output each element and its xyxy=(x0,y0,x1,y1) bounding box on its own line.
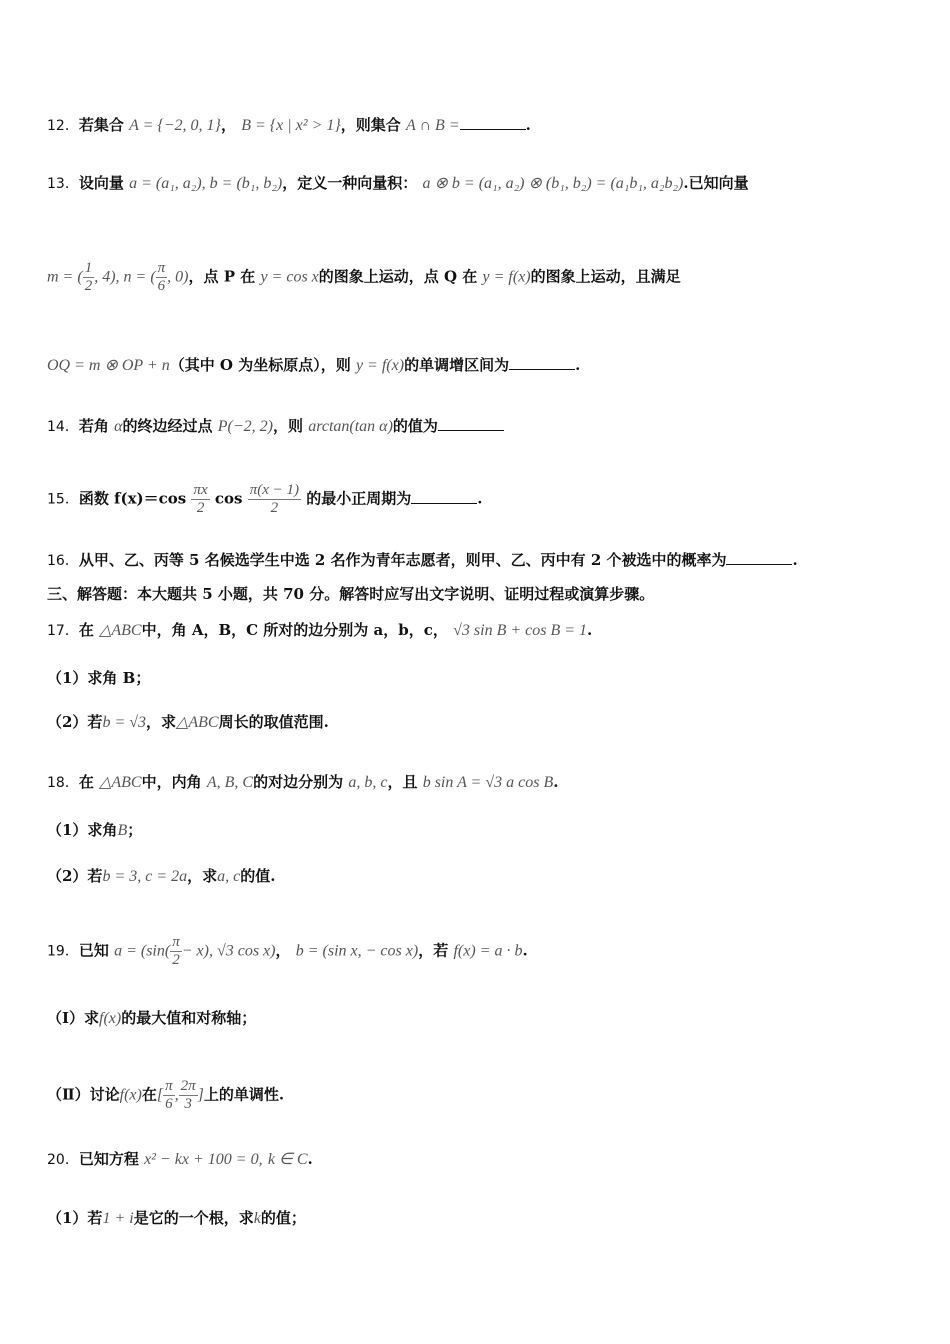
question-18 xyxy=(47,772,558,793)
question-18-part-2 xyxy=(47,866,276,887)
fraction-numerator: 1 xyxy=(84,260,93,276)
question-text: 的图象上运动，且满足 xyxy=(530,267,681,286)
question-text: （2）若 xyxy=(47,713,103,731)
question-number: 17． xyxy=(47,623,79,639)
math-expression: α xyxy=(114,418,123,435)
question-text: ，定义一种向量积： xyxy=(282,174,418,192)
math-expression: k xyxy=(253,1210,261,1227)
question-text: 是它的一个根，求 xyxy=(133,1209,254,1227)
interval-bracket-left: [ xyxy=(156,1086,164,1104)
question-text: ， xyxy=(275,941,291,960)
question-text: 在 xyxy=(141,1085,157,1104)
question-text: 在 xyxy=(78,621,94,639)
math-expression: A ∩ B = xyxy=(406,117,460,134)
question-text: （1）求角 xyxy=(47,821,118,839)
answer-blank[interactable] xyxy=(438,416,504,431)
section-heading xyxy=(47,584,654,604)
question-text: 已知方程 xyxy=(78,1150,139,1168)
question-text: （其中 O 为坐标原点），则 xyxy=(169,356,351,374)
math-expression: m = ( xyxy=(47,268,83,286)
question-text: （2）若 xyxy=(47,867,103,885)
math-expression: △ABC xyxy=(176,714,219,731)
fraction-numerator: πx xyxy=(193,482,208,498)
question-15 xyxy=(47,482,483,517)
question-text: ，点 P 在 xyxy=(188,267,256,286)
math-expression: f(x) xyxy=(119,1086,142,1104)
question-text: cos xyxy=(214,489,243,508)
question-17-part-1 xyxy=(47,668,150,688)
fraction xyxy=(179,1078,198,1113)
question-text: 的值为 xyxy=(392,417,438,435)
question-text: （Ⅰ）求 xyxy=(47,1009,100,1027)
fraction-denominator: 6 xyxy=(165,1096,173,1112)
math-expression: a, c xyxy=(217,868,241,885)
fraction-denominator: 2 xyxy=(196,500,205,516)
question-13-vectors xyxy=(47,260,681,295)
question-text: 的值； xyxy=(260,1209,306,1227)
math-expression: x² − kx + 100 = 0, xyxy=(144,1151,263,1168)
fraction-numerator: π xyxy=(157,260,166,276)
fraction-denominator: 2 xyxy=(172,952,180,968)
fraction xyxy=(163,1078,175,1113)
question-text: . xyxy=(525,116,531,134)
question-text: 的最小正周期为 xyxy=(306,489,412,508)
question-number: 20． xyxy=(47,1152,79,1168)
question-text: 已知 xyxy=(78,941,109,960)
math-expression: y = f(x) xyxy=(355,357,405,374)
question-text: 的值. xyxy=(240,867,276,885)
question-text: 中，角 A，B，C 所对的边分别为 a，b，c， xyxy=(141,621,448,639)
question-text: 若角 xyxy=(78,417,109,435)
question-text: 的单调增区间为 xyxy=(404,356,510,374)
fraction-numerator: 2π xyxy=(180,1078,196,1094)
question-19 xyxy=(47,934,528,969)
math-expression: , 0) xyxy=(167,268,189,286)
interval-bracket-right: ] xyxy=(197,1086,204,1104)
question-20-part-1 xyxy=(47,1208,306,1229)
math-expression: b = (sin x, − cos x) xyxy=(295,942,419,960)
math-expression: a = (sin( xyxy=(114,942,171,960)
question-19-part-2 xyxy=(47,1078,284,1113)
question-18-part-1 xyxy=(47,820,142,841)
fraction xyxy=(83,260,95,295)
question-20 xyxy=(47,1149,313,1170)
question-text: . xyxy=(307,1150,313,1168)
question-number: 18． xyxy=(47,775,79,791)
question-13-condition xyxy=(47,355,580,376)
math-expression: P(−2, 2) xyxy=(217,418,273,435)
math-expression: B = {x | x² > 1} xyxy=(241,117,341,134)
question-number: 14． xyxy=(47,419,79,435)
question-number: 16． xyxy=(47,553,79,569)
question-text: 函数 f(x)＝cos xyxy=(78,489,187,508)
question-number: 19． xyxy=(47,943,79,960)
question-number: 12． xyxy=(47,118,79,134)
math-expression: A, B, C xyxy=(206,774,254,791)
question-text: . xyxy=(477,489,483,508)
question-16 xyxy=(47,550,798,571)
question-number: 13． xyxy=(47,176,79,192)
fraction xyxy=(248,482,301,517)
question-text: 上的单调性. xyxy=(203,1085,285,1104)
math-expression: a ⊗ b = (a₁, a₂) ⊗ (b₁, b₂) = (a₁b₁, a₂b₂) xyxy=(422,175,684,192)
math-expression: arctan(tan α) xyxy=(308,418,393,435)
math-expression: 1 + i xyxy=(102,1210,134,1227)
answer-blank[interactable] xyxy=(460,115,526,130)
fraction-numerator: π xyxy=(165,1078,173,1094)
math-expression: , 4), n = ( xyxy=(94,268,156,286)
fraction xyxy=(156,260,168,295)
question-text: 设向量 xyxy=(78,174,124,192)
question-text: . xyxy=(575,356,581,374)
question-text: 的终边经过点 xyxy=(122,417,213,435)
math-expression: △ABC xyxy=(99,622,142,639)
question-text: 从甲、乙、丙等 5 名候选学生中选 2 名作为青年志愿者，则甲、乙、丙中有 2 个被选中的概率为 xyxy=(78,551,727,569)
math-expression: a = (a₁, a₂), b = (b₁, b₂) xyxy=(129,175,283,192)
question-19-part-1 xyxy=(47,1008,256,1029)
fraction-numerator: π xyxy=(172,934,180,950)
fraction xyxy=(170,934,182,969)
question-text: 的图象上运动，点 Q 在 xyxy=(318,267,478,286)
answer-blank[interactable] xyxy=(726,550,792,565)
math-expression: b = 3, c = 2a xyxy=(102,868,188,885)
fraction-numerator: π(x − 1) xyxy=(249,482,300,498)
question-12 xyxy=(47,115,531,136)
question-text: ； xyxy=(127,821,143,839)
question-text: （1）求角 B； xyxy=(47,669,151,687)
fraction-denominator: 3 xyxy=(184,1096,192,1112)
math-expression: f(x) xyxy=(99,1010,122,1027)
question-text: ，若 xyxy=(418,941,449,960)
question-14 xyxy=(47,416,504,437)
question-text: ，且 xyxy=(387,773,418,791)
question-text: . xyxy=(553,773,559,791)
question-text: ，求 xyxy=(187,867,218,885)
math-expression: y = cos x xyxy=(260,268,319,286)
question-text: （Ⅱ）讨论 xyxy=(47,1085,120,1104)
math-expression: B xyxy=(117,822,128,839)
question-13 xyxy=(47,173,749,194)
question-text: ，求 xyxy=(146,713,177,731)
question-17-part-2 xyxy=(47,712,329,733)
math-expression: OQ = m ⊗ OP + n xyxy=(47,357,170,374)
question-text: . xyxy=(522,941,528,960)
fraction-denominator: 6 xyxy=(157,278,166,294)
question-text: .已知向量 xyxy=(683,174,749,192)
math-expression: f(x) = a · b xyxy=(453,942,523,960)
math-expression: k ∈ C xyxy=(267,1151,308,1168)
answer-blank[interactable] xyxy=(411,489,477,504)
fraction-denominator: 2 xyxy=(84,278,93,294)
question-text: ，则 xyxy=(272,417,303,435)
math-expression: a, b, c xyxy=(348,774,388,791)
question-text: 若集合 xyxy=(78,116,124,134)
question-text: . xyxy=(792,551,798,569)
question-17 xyxy=(47,620,592,641)
question-text: ，则集合 xyxy=(340,116,401,134)
section-title: 三、解答题：本大题共 5 小题，共 70 分。解答时应写出文字说明、证明过程或演算步骤。 xyxy=(47,585,655,603)
fraction xyxy=(191,482,209,517)
math-expression: A = {−2, 0, 1} xyxy=(129,117,221,134)
answer-blank[interactable] xyxy=(509,355,575,370)
question-text: . xyxy=(587,621,593,639)
question-text: ， xyxy=(220,116,236,134)
math-expression: △ABC xyxy=(99,774,142,791)
math-expression: b sin A = √3 a cos B xyxy=(422,774,554,791)
question-text: 中，内角 xyxy=(141,773,202,791)
math-expression: − x), √3 cos x) xyxy=(181,942,276,960)
question-text: 的对边分别为 xyxy=(253,773,344,791)
math-expression: √3 sin B + cos B = 1 xyxy=(453,622,588,639)
math-expression: y = f(x) xyxy=(482,268,531,286)
question-text: 周长的取值范围. xyxy=(218,713,329,731)
question-text: （1）若 xyxy=(47,1209,103,1227)
question-text: 在 xyxy=(78,773,94,791)
math-expression: b = √3 xyxy=(102,714,147,731)
fraction-denominator: 2 xyxy=(270,500,279,516)
question-number: 15． xyxy=(47,491,79,508)
question-text: 的最大值和对称轴； xyxy=(121,1009,257,1027)
interval-comma: , xyxy=(174,1086,179,1104)
